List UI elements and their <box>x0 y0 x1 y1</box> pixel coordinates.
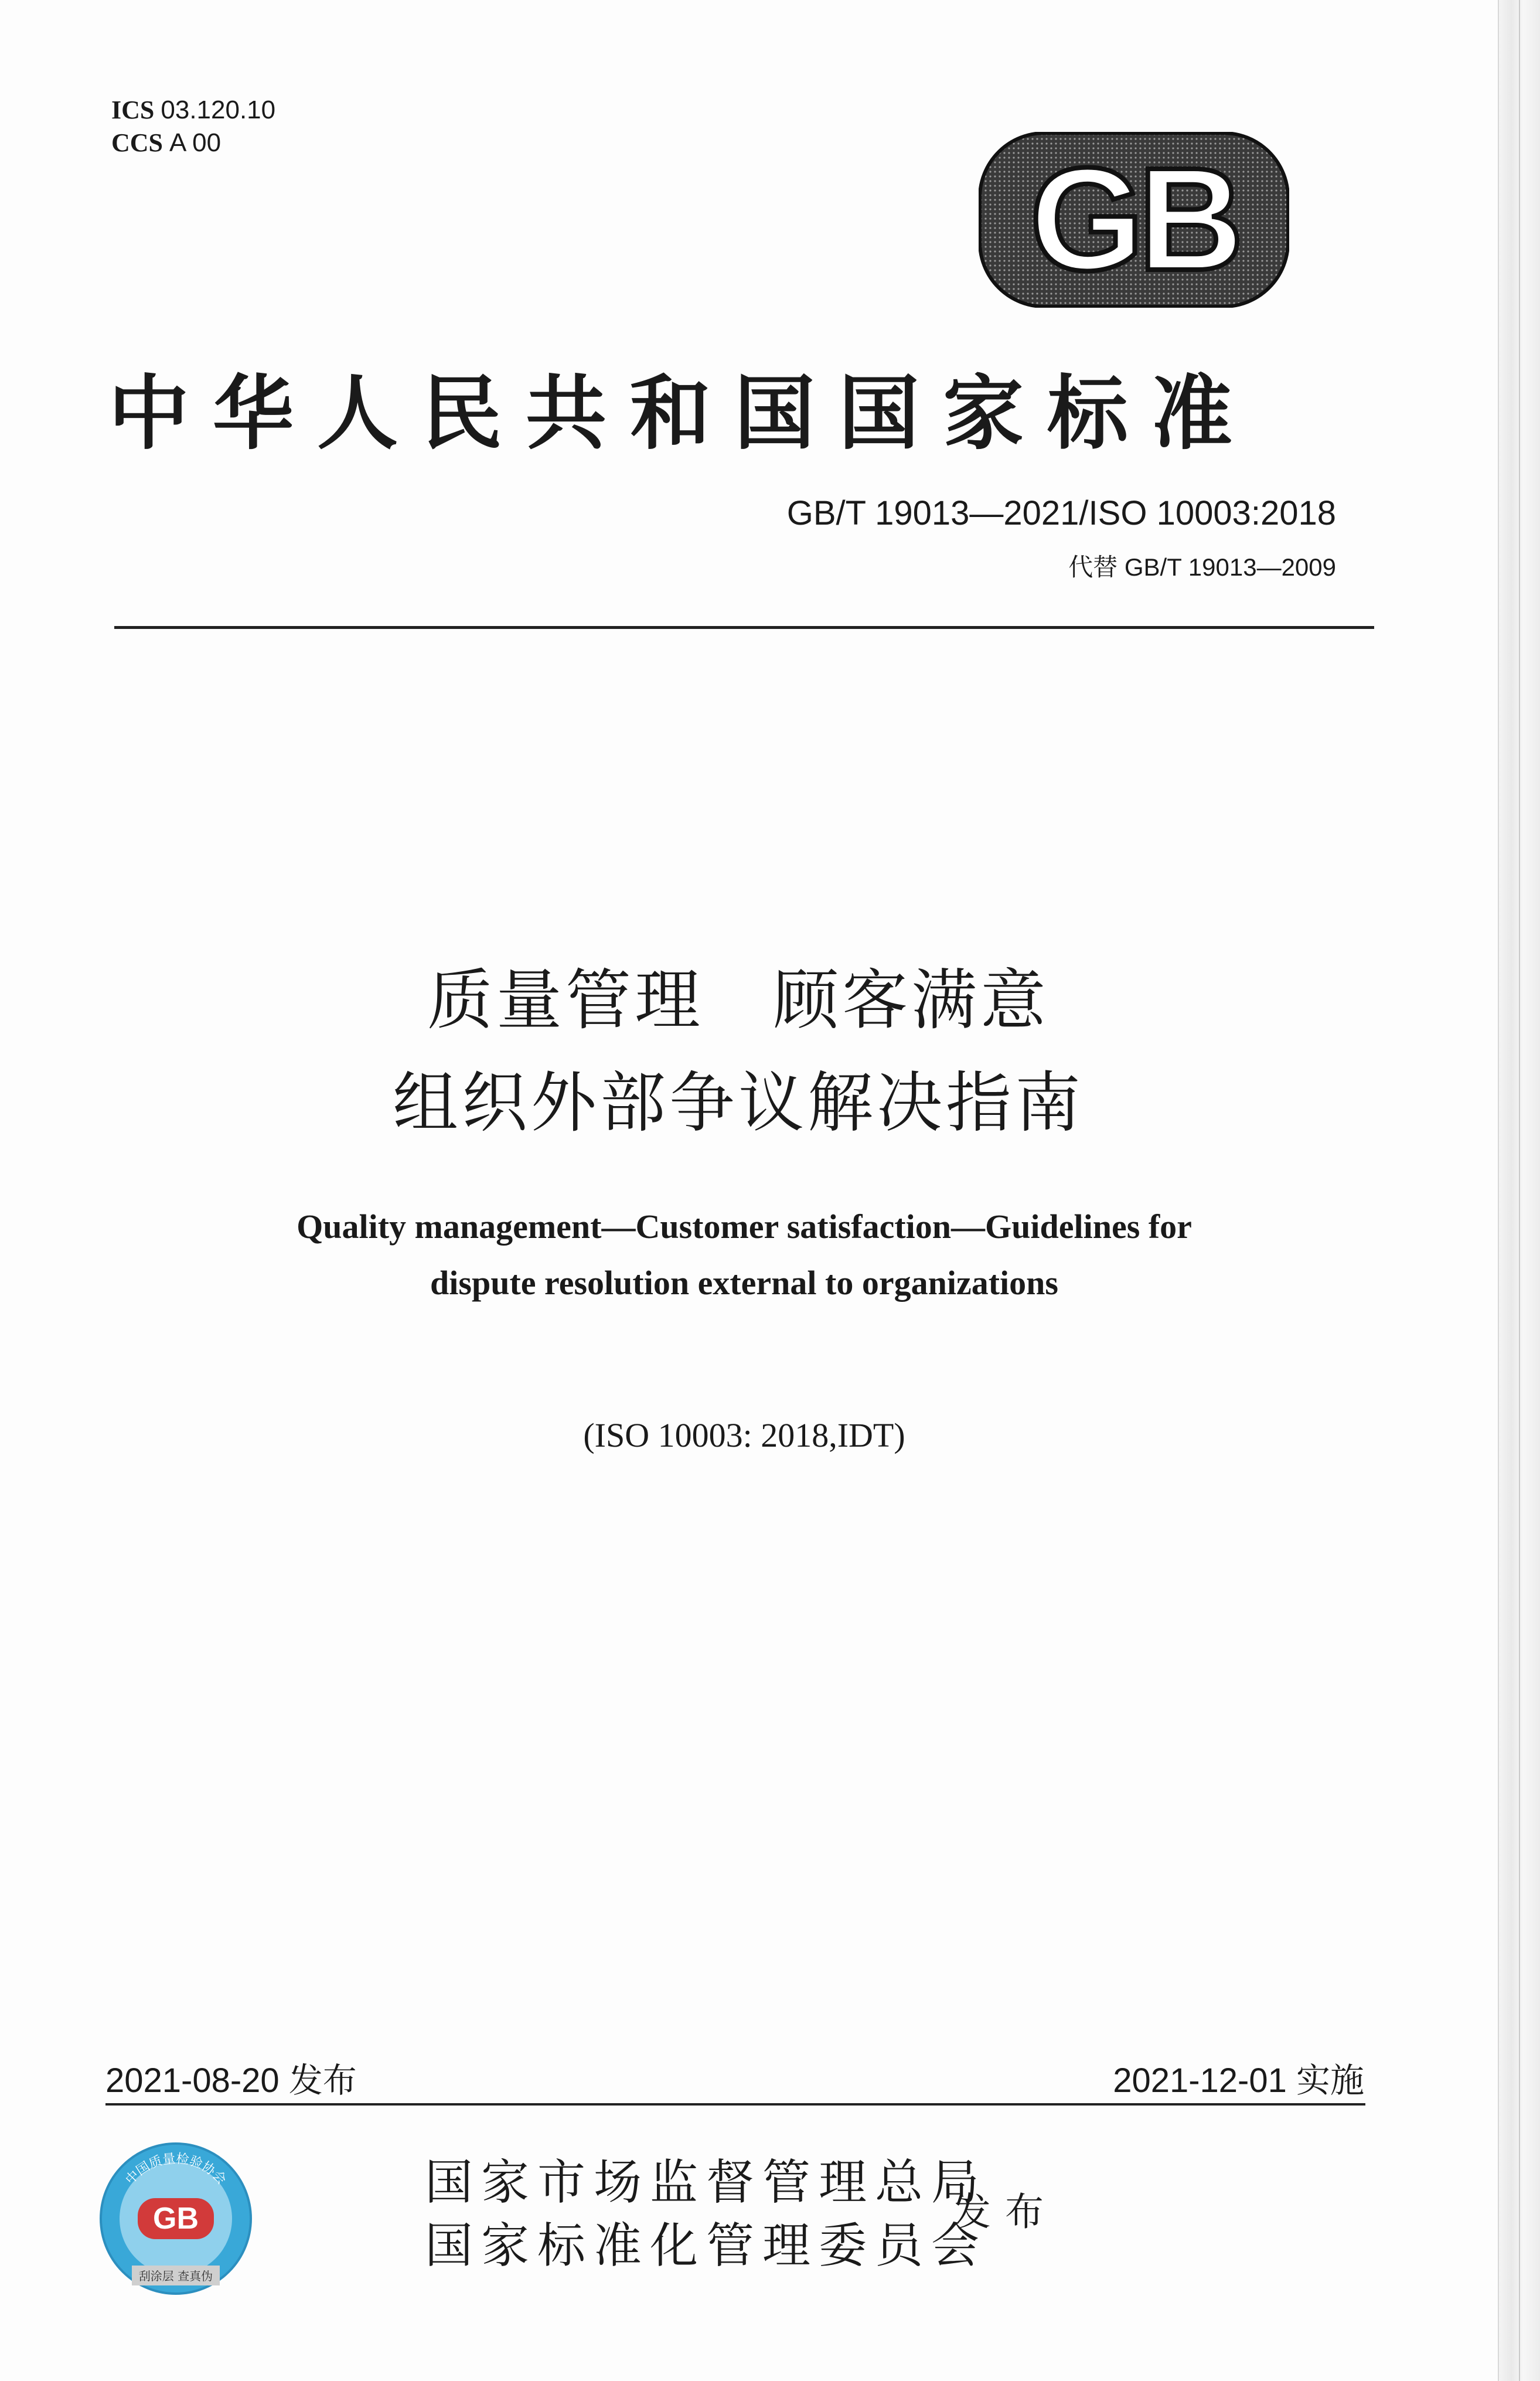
issue-date: 2021-08-20 发布 <box>105 2062 357 2100</box>
top-divider <box>114 626 1374 629</box>
english-title-line-2: dispute resolution external to organizations <box>430 1264 1058 1302</box>
gb-logo-text: GB <box>1030 137 1238 301</box>
chinese-title <box>0 950 1477 1155</box>
iso-equivalence: (ISO 10003: 2018,IDT) <box>583 1416 905 1454</box>
english-title <box>0 1199 1488 1311</box>
scan-edge-line <box>1519 0 1520 2381</box>
ics-value: 03.120.10 <box>161 96 276 124</box>
publisher-samr: 国家市场监督管理总局 <box>425 2155 988 2210</box>
gb-logo <box>979 132 1289 308</box>
english-title-line-1: Quality management—Customer satisfaction—Guidelines for <box>297 1207 1192 1246</box>
seal-ring-text: 中国质量检验协会 <box>122 2151 229 2188</box>
seal-caption: 刮涂层 查真伪 <box>138 2269 213 2283</box>
seal-logo-text: GB <box>153 2202 199 2236</box>
anti-counterfeit-seal <box>97 2140 255 2298</box>
publisher-sac: 国家标准化管理委员会 <box>425 2218 988 2274</box>
ccs-code <box>111 127 275 159</box>
chinese-title-line-1: 质量管理 顾客满意 <box>427 962 1050 1039</box>
publish-label: 发布 <box>952 2189 1058 2234</box>
classification-codes <box>111 94 275 159</box>
ics-label: ICS <box>111 96 155 124</box>
bottom-divider <box>105 2103 1365 2106</box>
replaces-standard: 代替 GB/T 19013—2009 <box>1068 553 1336 581</box>
publishing-authorities <box>425 2151 987 2278</box>
standard-number: GB/T 19013—2021/ISO 10003:2018 <box>786 494 1336 532</box>
ccs-label: CCS <box>111 128 163 157</box>
chinese-title-line-2: 组织外部争议解决指南 <box>393 1065 1084 1141</box>
ics-code <box>111 94 275 127</box>
state-standard-title: 中华人民共和国国家标准 <box>108 366 1256 461</box>
ccs-value: A 00 <box>169 128 222 157</box>
implementation-date: 2021-12-01 实施 <box>1113 2062 1364 2100</box>
